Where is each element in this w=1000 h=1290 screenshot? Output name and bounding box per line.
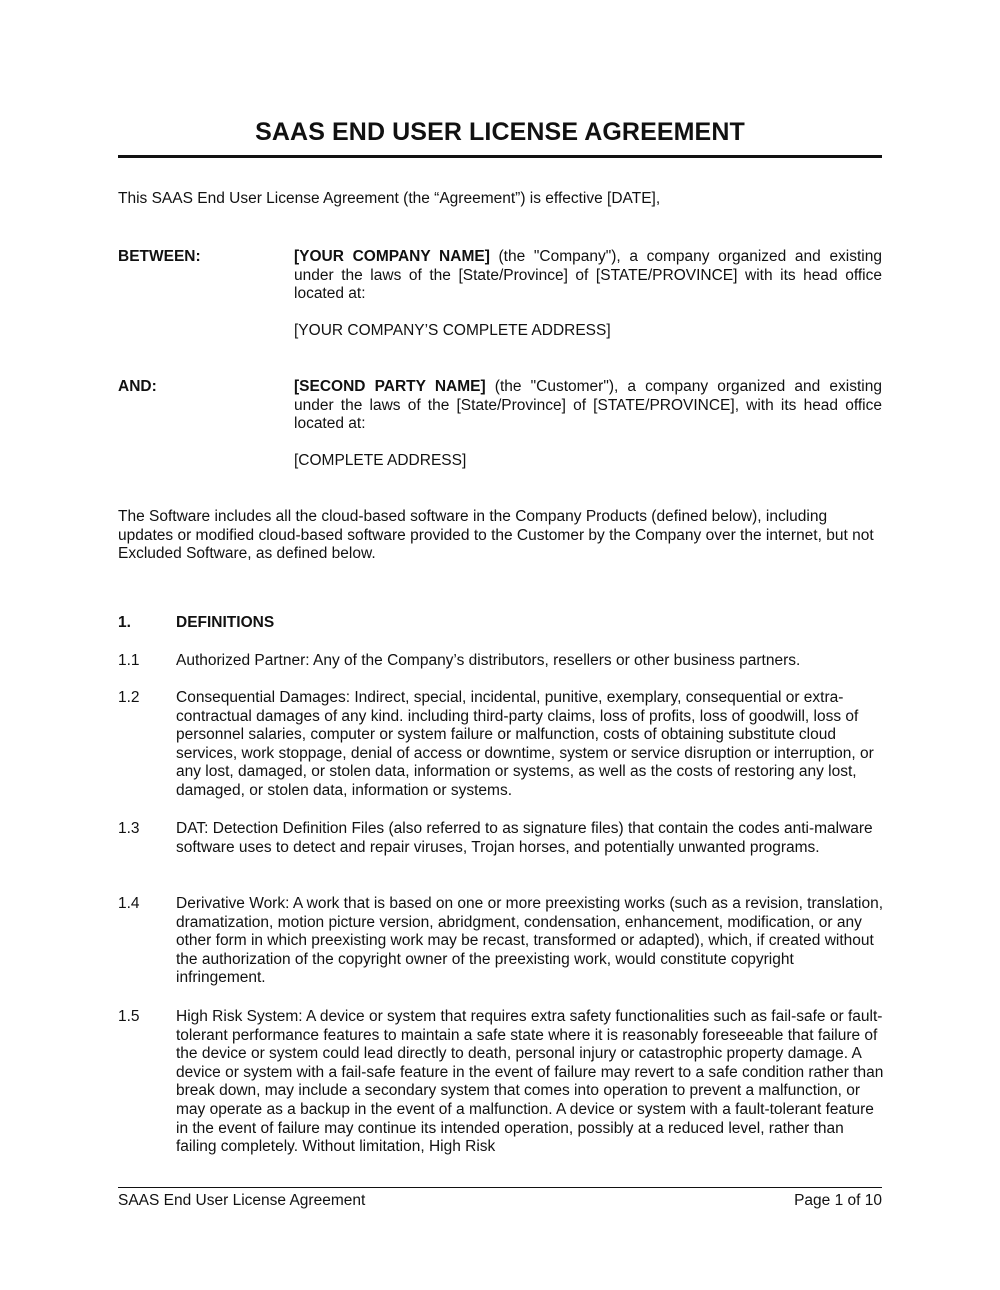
definition-text: High Risk System: A device or system that requires extra safety functionalities such as fail-safe or fault-tolerant performance features to maintain a safe state where it is reasonably foreseeable that failure of the device or system could lead directly to death, personal injury or catastrophic property damage. A device or system with a fail-safe feature in the event of failure may revert to a safe condition rather than break down, may include a secondary system that comes into operation to prevent a malfunction, or may operate as a backup in the event of a malfunction. A device or system with a fault-tolerant feature in the event of failure may continue its intended operation, possibly at a reduced level, rather than failing completely. Without limitation, High Risk: [176, 1008, 884, 1156]
definition-number: 1.3: [118, 820, 140, 837]
document-title: SAAS END USER LICENSE AGREEMENT: [255, 118, 745, 146]
definition-text: Consequential Damages: Indirect, special, incidental, punitive, exemplary, consequential or extra-contractual damages of any kind. including third-party claims, loss of profits, loss of goodwill, loss of personnel salaries, computer or system failure or malfunction, costs of obtaining substitute cloud services, work stoppage, denial of access or downtime, system or service disruption or interruption, or any lost, damaged, or stolen data, information or systems, as well as the costs of restoring any lost, damaged, or stolen data, information or systems.: [176, 689, 874, 799]
section-number: 1.: [118, 614, 131, 631]
party-name: [YOUR COMPANY NAME]: [294, 248, 490, 265]
party-text: (the "Customer"), a company organized and existing under the laws of the [State/Province] of [STATE/PROVINCE], with its head office located at:: [294, 378, 882, 433]
definition-text: Authorized Partner: Any of the Company’s distributors, resellers or other business partners.: [176, 652, 801, 669]
footer-document-name: SAAS End User License Agreement: [118, 1192, 366, 1209]
definition-number: 1.1: [118, 652, 140, 669]
footer-page-number: Page 1 of 10: [794, 1192, 882, 1209]
party-label: BETWEEN:: [118, 248, 201, 265]
section-title: DEFINITIONS: [176, 614, 275, 631]
party-body: [294, 248, 882, 340]
document-page: [118, 0, 882, 1290]
party-description: [294, 378, 882, 434]
software-paragraph: The Software includes all the cloud-based software in the Company Products (defined below), including updates or modified cloud-based software provided to the Customer by the Company over the internet, but not Excluded Software, as defined below.: [118, 508, 874, 563]
definition-number: 1.4: [118, 895, 140, 912]
party-body: [294, 378, 882, 470]
footer-divider: [118, 1187, 882, 1188]
definition-text: DAT: Detection Definition Files (also referred to as signature files) that contain the codes anti-malware software uses to detect and repair viruses, Trojan horses, and potentially unwanted programs.: [176, 820, 873, 856]
party-label: AND:: [118, 378, 157, 395]
party-text: (the "Company"), a company organized and existing under the laws of the [State/Province] of [STATE/PROVINCE] with its head office located at:: [294, 248, 882, 303]
party-description: [294, 248, 882, 304]
party-name: [SECOND PARTY NAME]: [294, 378, 486, 395]
definition-text: Derivative Work: A work that is based on one or more preexisting works (such as a revision, translation, dramatization, motion picture version, abridgment, condensation, enhancement, modification, or any other form in which preexisting work may be recast, transformed or adapted), which, if created without the authorization of the copyright owner of the preexisting work, would constitute copyright infringement.: [176, 895, 883, 987]
party-address: [COMPLETE ADDRESS]: [294, 451, 467, 469]
party-address: [YOUR COMPANY’S COMPLETE ADDRESS]: [294, 321, 611, 339]
title-divider: [118, 155, 882, 158]
definition-number: 1.2: [118, 689, 140, 706]
definition-number: 1.5: [118, 1008, 140, 1025]
intro-paragraph: This SAAS End User License Agreement (the “Agreement”) is effective [DATE],: [118, 190, 661, 207]
